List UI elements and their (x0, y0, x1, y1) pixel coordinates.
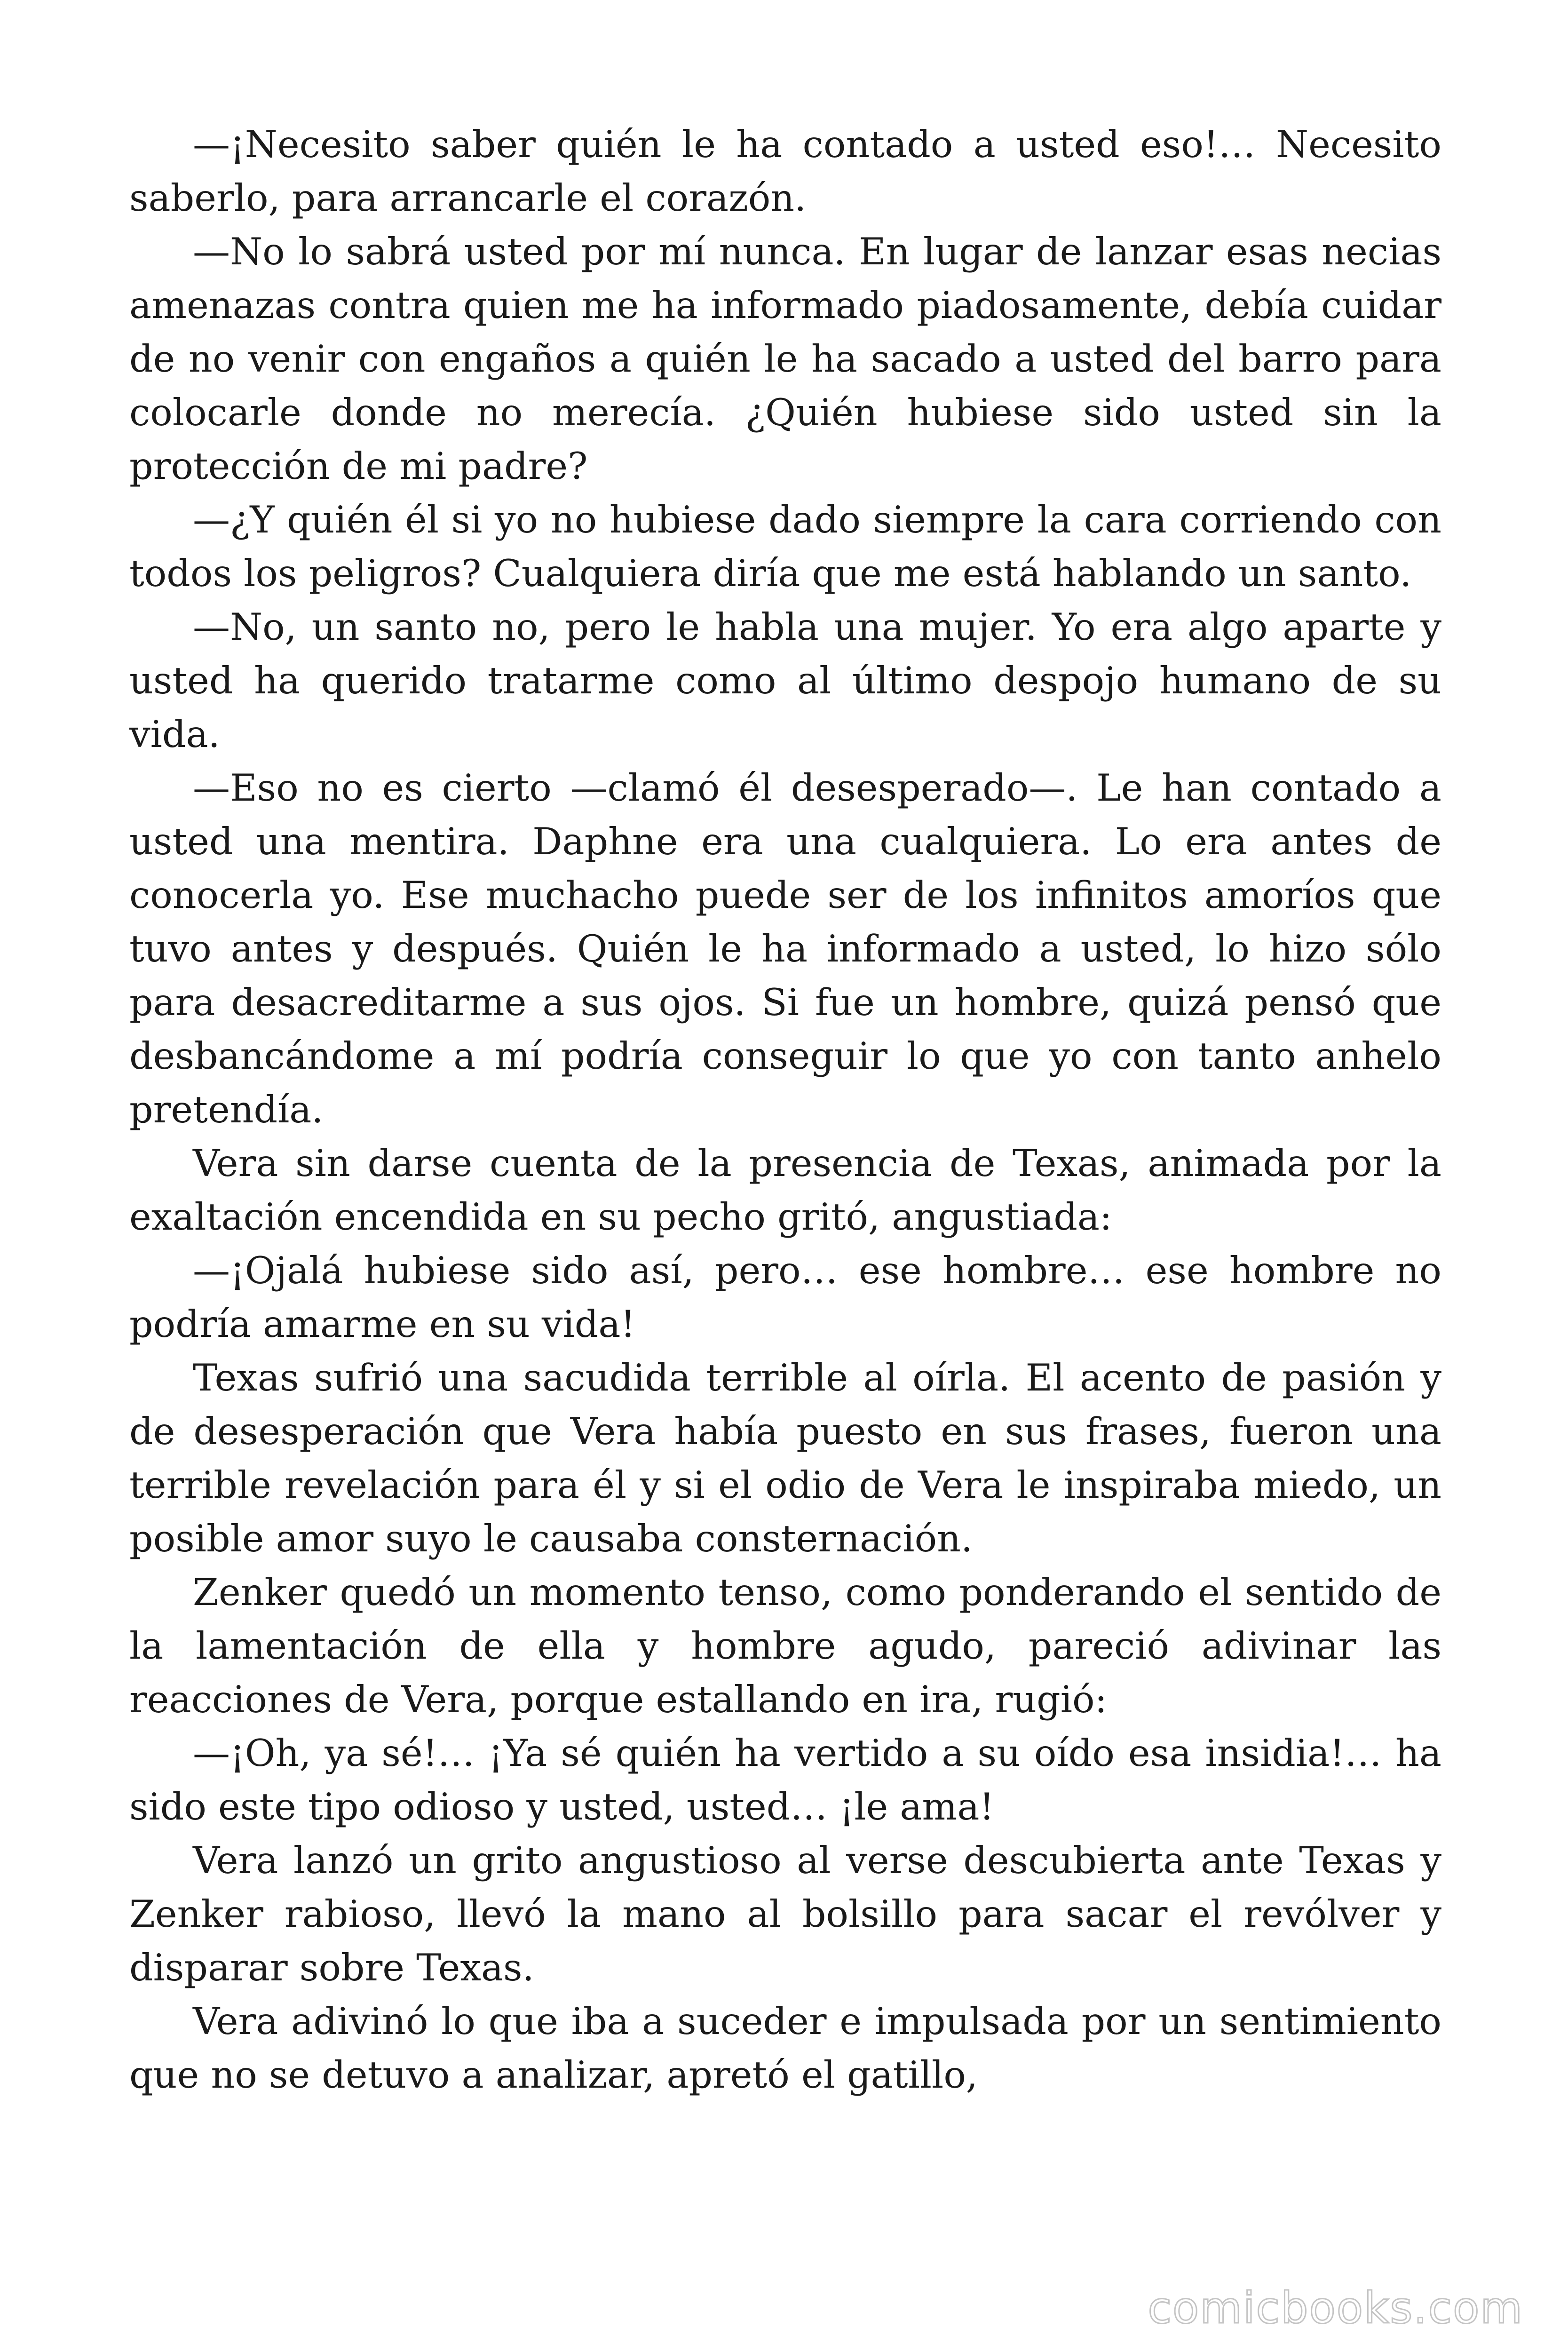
paragraph: Vera adivinó lo que iba a suceder e impulsada por un sentimiento que no se detuvo a analizar, apretó el gatillo, (129, 2000, 1441, 2097)
paragraph: Texas sufrió una sacudida terrible al oírla. El acento de pasión y de desesperación que Vera había puesto en sus frases, fueron una terrible revelación para él y si el odio de Vera le inspiraba miedo, un posible amor suyo le causaba consternación. (129, 1356, 1441, 1560)
paragraph: —No lo sabrá usted por mí nunca. En lugar de lanzar esas necias amenazas contra quien me ha informado piadosamente, debía cuidar de no venir con engaños a quién le ha sacado a usted del barro para colocarle donde no merecía. ¿Quién hubiese sido usted sin la protección de mi padre? (129, 230, 1441, 488)
paragraph: —¡Necesito saber quién le ha contado a usted eso!… Necesito saberlo, para arrancarle el corazón. (129, 123, 1441, 220)
paragraph: —Eso no es cierto —clamó él desesperado—. Le han contado a usted una mentira. Daphne era una cualquiera. Lo era antes de conocerla yo. Ese muchacho puede ser de los infinitos amoríos que tuvo antes y después. Quién le ha informado a usted, lo hizo sólo para desacreditarme a sus ojos. Si fue un hombre, quizá pensó que desbancándome a mí podría conseguir lo que yo con tanto anhelo pretendía. (129, 766, 1441, 1131)
page-text (129, 118, 1441, 2102)
paragraph: —No, un santo no, pero le habla una mujer. Yo era algo aparte y usted ha querido tratarme como al último despojo humano de su vida. (129, 605, 1441, 756)
paragraph: Vera sin darse cuenta de la presencia de Texas, animada por la exaltación encendida en su pecho gritó, angustiada: (129, 1142, 1441, 1239)
paragraph: —¡Ojalá hubiese sido así, pero… ese hombre… ese hombre no podría amarme en su vida! (129, 1249, 1441, 1346)
paragraph: —¿Y quién él si yo no hubiese dado siempre la cara corriendo con todos los peligros? Cualquiera diría que me está hablando un santo. (129, 498, 1441, 595)
paragraph: Zenker quedó un momento tenso, como ponderando el sentido de la lamentación de ella y hombre agudo, pareció adivinar las reacciones de Vera, porque estallando en ira, rugió: (129, 1571, 1441, 1721)
paragraph: Vera lanzó un grito angustioso al verse descubierta ante Texas y Zenker rabioso, llevó la mano al bolsillo para sacar el revólver y disparar sobre Texas. (129, 1839, 1441, 1989)
paragraph: —¡Oh, ya sé!… ¡Ya sé quién ha vertido a su oído esa insidia!… ha sido este tipo odioso y usted, usted… ¡le ama! (129, 1732, 1441, 1828)
watermark: comicbooks.com (1148, 2283, 1523, 2333)
